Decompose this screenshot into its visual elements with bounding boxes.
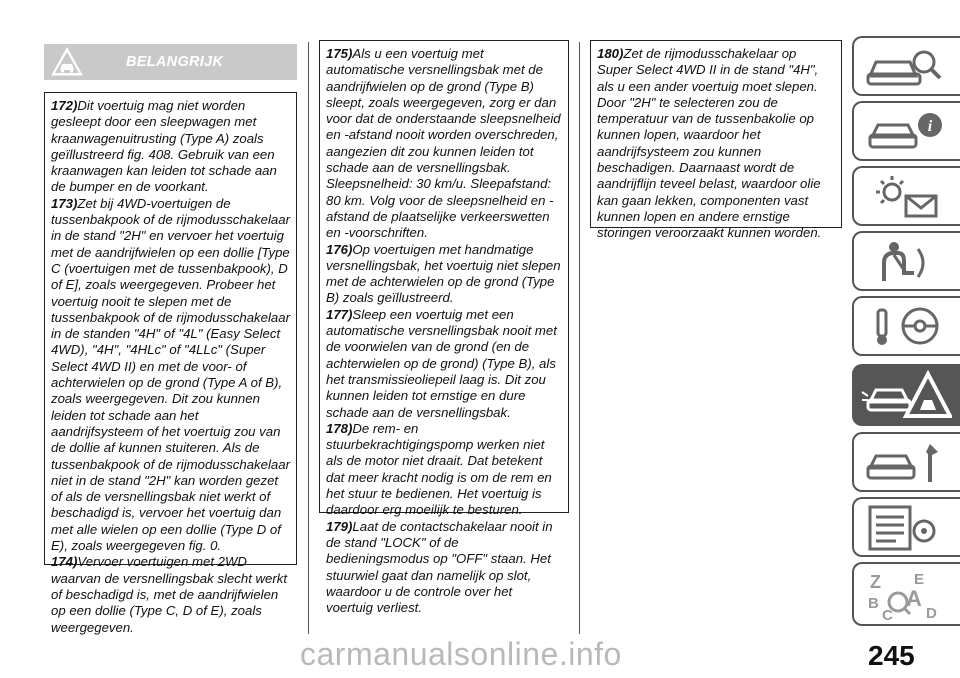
note-173 [51,196,290,555]
note-176 [326,242,562,307]
seat-airbag-icon [860,237,952,287]
note-text: De rem- en stuurbekrachtigingspomp werken niet als de motor niet draait. Dat betekent dat meer kracht nodig is om de rem en het stuur te bedienen. Het voertuig is daardoor erg moeilijk te besturen. [326,420,552,518]
note-number: 179) [326,518,353,534]
warning-lights-message-icon [860,172,952,222]
car-info-icon [860,107,952,157]
note-text: Vervoer voertuigen met 2WD waarvan de versnellingsbak slecht werkt of beschadigd is, met de aandrijfwielen op een dollie (Type C, D of E), zoals weergegeven. [51,554,288,635]
important-banner [44,44,297,80]
alphabetical-index-icon [860,568,952,622]
note-175 [326,46,562,242]
note-number: 174) [51,554,78,570]
tab-technical-data[interactable] [852,497,960,557]
note-172 [51,98,290,196]
note-text: Laat de contactschakelaar nooit in de stand "LOCK" of de bedieningsmodus op "OFF" staan. Het stuurwiel gaat dan namelijk op slot, waardoor u de controle over het voertuig verliest. [326,518,553,616]
note-text: Als u een voertuig met automatische versnellingsbak met de aandrijfwielen op de grond (Type B) sleept, zoals weergegeven, zorg er dan voor dat de onderstaande sleepsnelheid en -afstand nooit worden overschreden, aangezien dit zou kunnen leiden tot schade aan de versnellingsbak. Sleepsnelheid: 30 km/u. Sleepafstand: 80 km. Volg voor de sleepsnelheid en -afstand de plaatselijke verkeerswetten en -voorschriften. [326,46,561,241]
note-number: 176) [326,241,353,257]
notes-box-col3 [590,40,842,241]
tab-car-info[interactable] [852,101,960,161]
note-text: Zet de rijmodusschakelaar op Super Select 4WD II in de stand "4H", als u een ander voertuig moet slepen. Door "2H" te selecteren zou de temperatuur van de tussenbakolie op kunnen lopen, waardoor het aandrijfsysteem zou kunnen beschadigen. Daarnaast wordt de aandrijflijn teveel belast, waardoor olie kan gaan lekken, componenten vast kunnen lopen en andere ernstige storingen veroorzaakt kunnen worden. [597,46,822,241]
car-crash-warning-icon [860,370,952,422]
note-number: 172) [51,98,78,113]
note-text: Op voertuigen met handmatige versnellingsbak, het voertuig niet slepen met de achterwielen op de grond (Type B) zoals geïllustreerd. [326,241,561,306]
tab-key-steering[interactable] [852,296,960,356]
svg-text:i: i [927,118,933,135]
note-number: 175) [326,46,353,61]
tab-maintenance[interactable] [852,432,960,492]
tab-warning-lights[interactable] [852,166,960,226]
note-number: 177) [326,306,353,322]
tab-seat-airbag[interactable] [852,231,960,291]
tab-emergency[interactable] [852,364,960,426]
warning-car-icon [50,46,84,78]
index-letter: Z [870,572,881,592]
car-maintenance-icon [860,438,952,488]
page-number: 245 [868,640,915,671]
watermark: carmanualsonline.info [300,636,622,672]
note-text: Sleep een voertuig met een automatische versnellingsbak nooit met de voorwielen van de grond (en de achterwielen op de grond) (Type B), als het transmissieoliepeil laag is. Dit zou kunnen leiden tot ernstige en dure schade aan de versnellingsbak. [326,306,557,420]
note-text: Zet bij 4WD-voertuigen de tussenbakpook of de rijmodusschakelaar in de stand "2H" en vervoer het voertuig met de aandrijfwielen op een dollie [Type C (voertuigen met de tussenbakpook), D of E], zoals weergegeven. Probeer het voertuig nooit te slepen met de tussenbakpook of de rijmodusschakelaar in de standen "4H" of "4L" (Easy Select 4WD), "4H", "4HLc" of "4LLc" (Super Select 4WD II) en met de voor- of achterwielen op de grond (Type A of B), zoals weergegeven. Dit zou kunnen leiden tot schade aan het aandrijfsysteem of het voertuig zou van de dollie af kunnen stuiteren. Als de tussenbakpook of de rijmodusschakelaar niet in de stand "2H" kan worden gezet of als de versnellingsbak niet werkt of beschadigd is, vervoer het voertuig dan met alle wielen op een dollie (Type D of E), zoals weergegeven fig. 0. [51,195,290,554]
note-text: Dit voertuig mag niet worden gesleept door een sleepwagen met kraanwagenuitrusting (Type A) zoals geïllustreerd fig. 408. Gebruik van een kraanwagen kan leiden tot schade aan de bumper en de voorkant. [51,98,277,195]
column-divider [579,42,580,634]
column-divider [308,42,309,634]
index-letter: A [906,586,922,611]
note-number: 173) [51,195,78,211]
tab-index[interactable] [852,562,960,626]
tab-car-search[interactable] [852,36,960,96]
index-letter: C [882,607,893,622]
note-180 [597,46,835,242]
index-letter: E [914,571,925,588]
note-number: 180) [597,46,624,61]
technical-data-list-icon [860,503,952,553]
notes-box-col2 [319,40,569,616]
index-letter: D [926,605,937,622]
banner-title: BELANGRIJK [126,54,224,70]
notes-box-col1 [44,92,297,635]
note-178 [326,421,562,519]
index-letter: B [868,595,879,612]
note-179 [326,519,562,617]
note-177 [326,307,562,421]
note-number: 178) [326,420,353,436]
key-steering-wheel-icon [860,302,952,352]
note-174 [51,554,290,635]
car-search-icon [860,42,952,92]
